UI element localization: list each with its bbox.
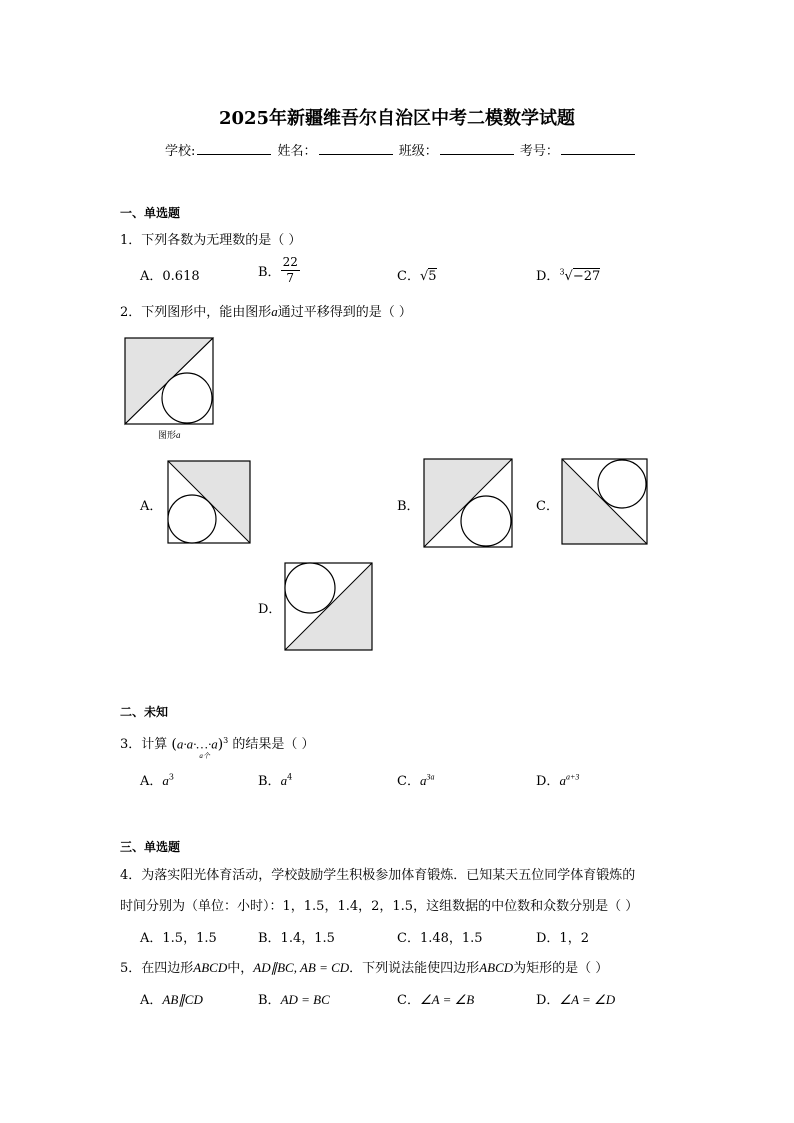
fraction	[281, 255, 300, 286]
q4-option-b: B．1.4，1.5	[258, 931, 335, 946]
name-blank[interactable]	[319, 141, 393, 155]
q3-option-b-label: B．	[258, 774, 281, 789]
figure-a-caption	[158, 428, 181, 441]
q3-option-b-base: a	[280, 773, 288, 788]
q3-option-c-exp: 3a	[426, 772, 435, 782]
q3-option-b	[258, 770, 292, 789]
section-heading-3: 三、单选题	[120, 840, 181, 854]
figure-a-circle	[162, 373, 212, 423]
caption-text: 图形	[158, 431, 177, 441]
q5-option-c-label: C．	[397, 993, 420, 1008]
q5-option-a	[140, 989, 203, 1008]
root-sign: √	[564, 269, 573, 284]
q4-option-c: C．1.48，1.5	[397, 931, 483, 946]
question-2-stem	[120, 301, 412, 320]
name-label: 姓名：	[277, 144, 317, 159]
q3-expression-exponent: 3	[223, 735, 229, 745]
sqrt-sign: √	[419, 269, 429, 284]
q3-option-a-base: a	[162, 773, 169, 788]
option-a-circle	[168, 495, 216, 543]
class-label: 班级：	[398, 144, 438, 159]
q3-option-c-label: C．	[397, 774, 420, 789]
q5-option-b-text: AD = BC	[280, 992, 330, 1007]
school-label: 学校:	[165, 144, 196, 159]
q5-option-d	[536, 989, 615, 1008]
q2-stem-var: a	[271, 304, 278, 319]
q3-expression: (a·a·…·a)$^3$ a个	[171, 735, 229, 760]
q4-option-a: A．1.5，1.5	[140, 931, 217, 946]
q2-option-b-figure	[424, 459, 512, 547]
q3-option-a	[140, 770, 174, 789]
q2-option-b-label: B．	[397, 499, 420, 514]
q2-option-c-label: C．	[536, 499, 559, 514]
section-heading-1: 一、单选题	[120, 206, 181, 220]
q3-option-a-label: A．	[140, 774, 163, 789]
exam-no-label: 考号：	[519, 144, 559, 159]
page-title: 2025年新疆维吾尔自治区中考二模数学试题	[218, 108, 576, 129]
q3-option-d-exp: a+3	[565, 772, 580, 782]
q3-expression-body: a·a·…·a	[176, 736, 218, 751]
q3-option-a-exp: 3	[168, 772, 174, 782]
q5-option-b	[258, 989, 330, 1008]
q1-option-d	[536, 265, 600, 284]
q5-option-c	[397, 989, 474, 1008]
q1-option-c-label: C．	[397, 269, 420, 284]
question-5-stem	[120, 957, 608, 976]
q3-stem-pre: 3．计算	[120, 737, 168, 752]
q1-option-a: A．0.618	[140, 269, 200, 284]
q5-stem-mid2: ．下列说法能使四边形	[349, 961, 480, 976]
q3-option-d-base: a	[559, 773, 566, 788]
class-blank[interactable]	[440, 141, 514, 155]
root-index: 3	[559, 267, 565, 277]
school-blank[interactable]	[197, 141, 271, 155]
radicand: −27	[572, 269, 601, 284]
q5-option-b-label: B．	[258, 993, 281, 1008]
q5-option-d-text: ∠A = ∠D	[559, 992, 616, 1007]
question-4-line-2: 时间分别为（单位：小时）：1，1.5，1.4，2，1.5，这组数据的中位数和众数分别是（ ）	[120, 899, 639, 914]
q5-quad-name: ABCD	[193, 960, 228, 975]
fraction-denominator: 7	[286, 271, 295, 285]
question-4-line-1: 4．为落实阳光体育活动，学校鼓励学生积极参加体育锻炼．已知某天五位同学体育锻炼的	[120, 868, 636, 883]
q1-option-b	[258, 255, 300, 286]
q3-option-b-exp: 4	[287, 772, 293, 782]
q5-stem-post: 为矩形的是（ ）	[513, 961, 609, 976]
q5-option-a-label: A．	[140, 993, 163, 1008]
caption-var: a	[176, 430, 181, 440]
q3-option-d-label: D．	[536, 774, 560, 789]
fraction-numerator: 22	[282, 255, 298, 269]
q2-option-d-label: D．	[258, 602, 282, 617]
option-d-circle	[285, 563, 335, 613]
q2-option-d-figure	[285, 563, 372, 650]
figure-a	[125, 338, 213, 424]
q5-option-c-text: ∠A = ∠B	[419, 992, 475, 1007]
question-3-stem	[120, 733, 315, 760]
q3-option-d	[536, 770, 579, 789]
section-heading-2: 二、未知	[120, 705, 169, 719]
q4-option-d: D．1，2	[536, 931, 589, 946]
q3-option-c-base: a	[419, 773, 427, 788]
q5-option-a-text: AB∥CD	[162, 992, 203, 1007]
q2-stem-post: 通过平移得到的是（ ）	[277, 305, 412, 320]
radicand: 5	[428, 269, 437, 284]
question-1-stem: 1．下列各数为无理数的是（ ）	[120, 233, 302, 248]
exam-no-blank[interactable]	[561, 141, 635, 155]
q5-stem-mid: 中，	[227, 961, 254, 976]
option-b-circle	[461, 496, 511, 546]
q2-option-a-label: A．	[140, 499, 163, 514]
q3-expression-note: a个	[199, 751, 210, 760]
q1-option-b-label: B．	[258, 265, 281, 280]
q2-option-a-figure	[168, 461, 250, 543]
q3-stem-post: 的结果是（ ）	[232, 737, 315, 752]
q1-option-d-label: D．	[536, 269, 560, 284]
q2-option-c-figure	[562, 459, 647, 544]
q5-stem-pre: 5．在四边形	[120, 961, 194, 976]
q5-option-d-label: D．	[536, 993, 560, 1008]
option-c-circle	[598, 460, 646, 508]
q5-condition: AD∥BC, AB = CD	[253, 960, 350, 975]
student-info-line	[165, 140, 637, 159]
q5-quad-name-2: ABCD	[479, 960, 514, 975]
q2-stem-pre: 2．下列图形中，能由图形	[120, 305, 272, 320]
q1-option-c	[397, 265, 437, 284]
q3-option-c	[397, 770, 434, 789]
